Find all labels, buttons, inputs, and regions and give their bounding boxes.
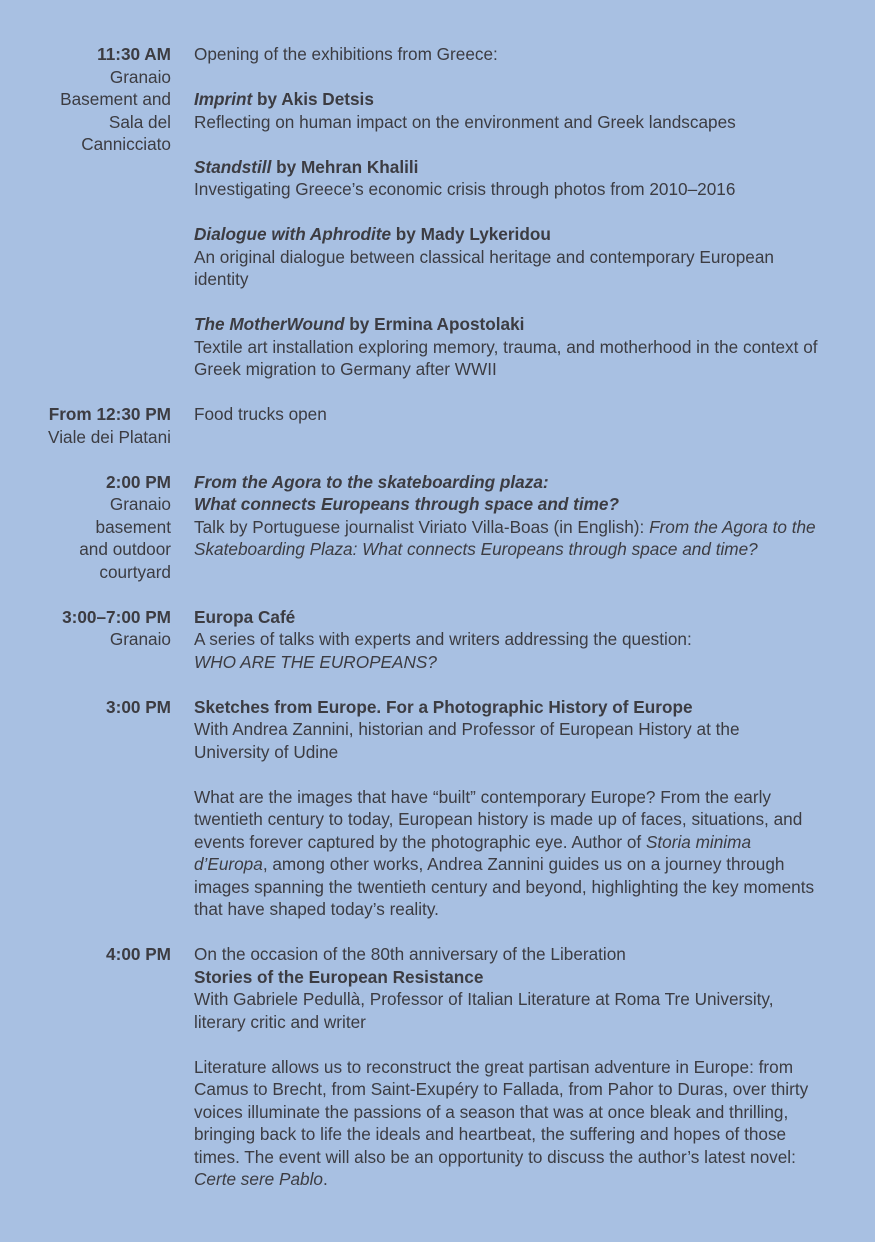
event-time: 3:00–7:00 PM (62, 606, 171, 627)
event-place: Granaio (109, 629, 171, 649)
exhibition-artist: by Ermina Apostolaki (344, 314, 525, 334)
event-row-sketches-from-europe (0, 696, 875, 921)
event-title: Europa Café (194, 606, 296, 627)
exhibition-description: An original dialogue between classical heritage and contemporary European identity (194, 246, 774, 289)
exhibition-title: Standstill (194, 156, 272, 177)
exhibition-item (194, 313, 819, 381)
event-description: A series of talks with experts and writers addressing the question: (194, 629, 692, 649)
event-speaker: With Andrea Zannini, historian and Professor of European History at the University of Udine (194, 719, 740, 762)
program-page (0, 43, 875, 1213)
event-time: 2:00 PM (106, 471, 171, 492)
event-time-place (0, 403, 171, 448)
event-details (194, 606, 819, 674)
event-paragraph-text: . (322, 1169, 328, 1189)
exhibition-title: The MotherWound (194, 314, 345, 334)
event-place: Granaio basement and outdoor courtyard (79, 494, 171, 582)
event-title: Stories of the European Resistance (194, 966, 484, 987)
event-row-exhibitions-opening (0, 43, 875, 381)
event-speaker: With Gabriele Pedullà, Professor of Italian Literature at Roma Tre University, literary critic and writer (194, 989, 774, 1032)
event-paragraph-text: Literature allows us to reconstruct the great partisan adventure in Europe: from Camus to Brecht, from Saint-Exupéry to Fallada, from Pahor to Duras, over thirty voices illuminate the passions of a season that was at once bleak and thrilling, bringing back to life the ideals and heartbeat, the suffering and hopes of those times. The event will also be an opportunity to discuss the author’s latest novel: (194, 1056, 809, 1167)
exhibition-title: Dialogue with Aphrodite (194, 224, 392, 244)
event-question: WHO ARE THE EUROPEANS? (194, 651, 437, 672)
exhibition-description: Textile art installation exploring memory, trauma, and motherhood in the context of Greek migration to Germany after WWII (194, 336, 818, 379)
event-title: Sketches from Europe. For a Photographic History of Europe (194, 696, 693, 717)
exhibition-description: Investigating Greece’s economic crisis through photos from 2010–2016 (194, 179, 736, 199)
event-time: 11:30 AM (97, 44, 171, 64)
exhibition-title: Imprint (194, 89, 253, 109)
event-paragraph-text: , among other works, Andrea Zannini guides us on a journey through images spanning the twentieth century and beyond, highlighting the key moments that have shaped today’s reality. (194, 854, 815, 919)
event-row-agora-talk (0, 471, 875, 584)
event-time-place (0, 943, 171, 1191)
event-details (194, 43, 819, 381)
event-details (194, 943, 819, 1191)
exhibition-artist: by Mehran Khalili (271, 156, 419, 177)
event-row-food-trucks (0, 403, 875, 448)
event-details (194, 471, 819, 584)
event-place: Granaio Basement and Sala del Cannicciato (60, 66, 171, 154)
event-description (194, 516, 819, 561)
event-book-title: Storia minima d’Europa (194, 831, 752, 874)
event-text: Food trucks open (194, 404, 327, 424)
exhibition-item (194, 223, 819, 291)
exhibition-description: Reflecting on human impact on the environment and Greek landscapes (194, 111, 736, 132)
exhibition-artist: by Akis Detsis (252, 89, 374, 109)
event-time-place (0, 471, 171, 584)
event-row-european-resistance (0, 943, 875, 1191)
event-time-place (0, 43, 171, 381)
event-place: Viale dei Platani (48, 426, 171, 447)
event-time: 4:00 PM (106, 944, 171, 964)
event-row-europa-cafe (0, 606, 875, 674)
event-time: From 12:30 PM (48, 404, 171, 424)
exhibition-artist: by Mady Lykeridou (391, 224, 551, 244)
event-paragraph (194, 786, 819, 921)
event-time-place (0, 696, 171, 921)
event-description-talk-title: From the Agora to the Skateboarding Plaza: What connects Europeans through space and time? (194, 516, 816, 559)
event-title-line-2: What connects Europeans through space and time? (194, 494, 619, 514)
event-paragraph (194, 1056, 819, 1191)
event-details (194, 696, 819, 921)
exhibition-item (194, 156, 819, 201)
exhibition-item (194, 88, 819, 133)
event-book-title: Certe sere Pablo (194, 1169, 323, 1189)
event-occasion: On the occasion of the 80th anniversary of the Liberation (194, 944, 626, 964)
event-time-place (0, 606, 171, 674)
event-paragraph-text: What are the images that have “built” contemporary Europe? From the early twentieth century to today, European history is made up of faces, situations, and events forever captured by the photographic eye. Author of (194, 786, 803, 852)
event-intro: Opening of the exhibitions from Greece: (194, 44, 498, 64)
event-details (194, 403, 819, 448)
event-description-text: Talk by Portuguese journalist Viriato Villa-Boas (in English): (194, 516, 650, 537)
event-title-line-1: From the Agora to the skateboarding plaza: (194, 471, 549, 492)
event-time: 3:00 PM (106, 696, 171, 717)
